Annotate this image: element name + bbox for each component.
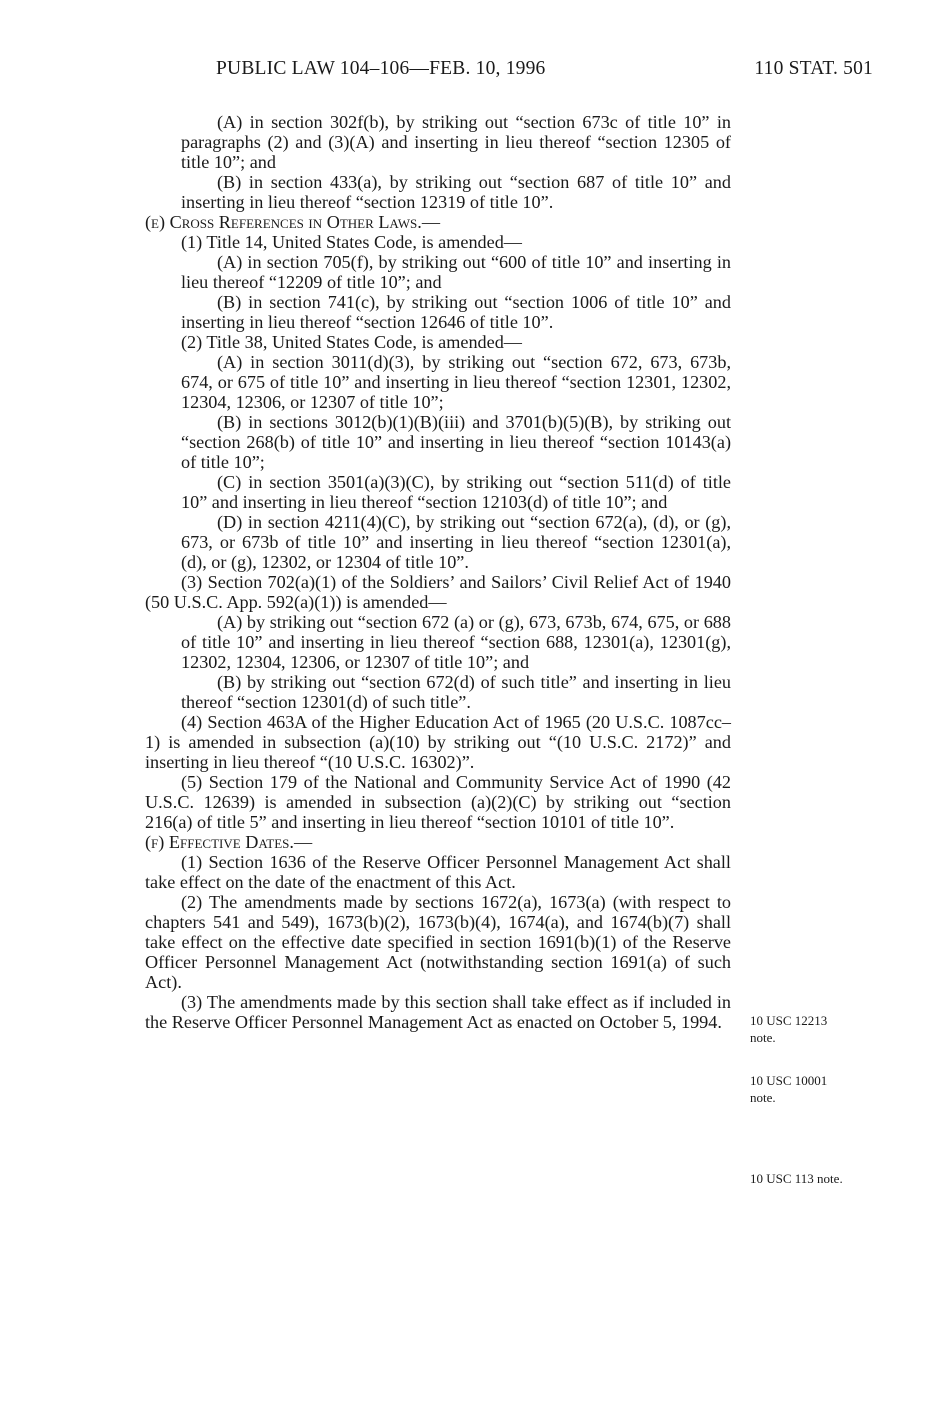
paragraph-2b: (B) in sections 3012(b)(1)(B)(iii) and 3701(b)(5)(B), by striking out “section 268(b) of title 10” and inserting in lieu thereof “section 10143(a) of title 10”; (181, 412, 731, 472)
paragraph-3b: (B) by striking out “section 672(d) of such title” and inserting in lieu thereof “section 12301(d) of such title”. (181, 672, 731, 712)
paragraph-4: (4) Section 463A of the Higher Education Act of 1965 (20 U.S.C. 1087cc–1) is amended in subsection (a)(10) by striking out “(10 U.S.C. 2172)” and inserting in lieu thereof “(10 U.S.C. 16302)”. (145, 712, 731, 772)
margin-note-2 (750, 1072, 870, 1106)
paragraph-b-433: (B) in section 433(a), by striking out “section 687 of title 10” and inserting in lieu thereof “section 12319 of title 10”. (181, 172, 731, 212)
section-heading-f: (f) Effective Dates.— (145, 832, 313, 852)
running-header (180, 58, 873, 88)
paragraph-a-302: (A) in section 302f(b), by striking out “section 673c of title 10” in paragraphs (2) and (3)(A) and inserting in lieu thereof “section 12305 of title 10”; and (181, 112, 731, 172)
paragraph-1: (1) Title 14, United States Code, is amended— (181, 232, 522, 252)
margin-note-3 (750, 1170, 870, 1187)
paragraph-f2: (2) The amendments made by sections 1672(a), 1673(a) (with respect to chapters 541 and 549), 1673(b)(2), 1673(b)(4), 1674(a), and 1674(b)(7) shall take effect on the effective date specified in section 1691(b)(1) of the Reserve Officer Personnel Management Act (notwithstanding section 1691(a) of such Act). (145, 892, 731, 992)
margin-note-2-citation: 10 USC 10001 (750, 1073, 828, 1088)
paragraph-2a: (A) in section 3011(d)(3), by striking out “section 672, 673, 673b, 674, or 675 of title 10” and inserting in lieu thereof “section 12301, 12302, 12304, 12306, or 12307 of title 10”; (181, 352, 731, 412)
paragraph-1b: (B) in section 741(c), by striking out “section 1006 of title 10” and inserting in lieu thereof “section 12646 of title 10”. (181, 292, 731, 332)
paragraph-5: (5) Section 179 of the National and Community Service Act of 1990 (42 U.S.C. 12639) is amended in subsection (a)(2)(C) by striking out “section 216(a) of title 5” and inserting in lieu thereof “section 10101 of title 10”. (145, 772, 731, 832)
document-body (145, 112, 731, 1032)
margin-note-3-citation: 10 USC 113 note. (750, 1171, 843, 1186)
paragraph-2: (2) Title 38, United States Code, is amended— (181, 332, 522, 352)
margin-note-2-suffix: note. (750, 1090, 776, 1105)
margin-note-1-suffix: note. (750, 1030, 776, 1045)
section-heading-e: (e) Cross References in Other Laws.— (145, 212, 441, 232)
paragraph-1a: (A) in section 705(f), by striking out “600 of title 10” and inserting in lieu thereof “12209 of title 10”; and (181, 252, 731, 292)
paragraph-2c: (C) in section 3501(a)(3)(C), by striking out “section 511(d) of title 10” and inserting in lieu thereof “section 12103(d) of title 10”; and (181, 472, 731, 512)
margin-note-1 (750, 1012, 870, 1046)
paragraph-f1: (1) Section 1636 of the Reserve Officer Personnel Management Act shall take effect on the date of the enactment of this Act. (145, 852, 731, 892)
paragraph-3a: (A) by striking out “section 672 (a) or (g), 673, 673b, 674, 675, or 688 of title 10” and inserting in lieu thereof “section 688, 12301(a), 12301(g), 12302, 12304, 12306, or 12307 of title 10”; and (181, 612, 731, 672)
header-law-citation: PUBLIC LAW 104–106—FEB. 10, 1996 (216, 58, 546, 79)
header-stat-page: 110 STAT. 501 (754, 58, 873, 79)
paragraph-f3: (3) The amendments made by this section shall take effect as if included in the Reserve Officer Personnel Management Act as enacted on October 5, 1994. (145, 992, 731, 1032)
paragraph-2d: (D) in section 4211(4)(C), by striking out “section 672(a), (d), or (g), 673, or 673b of title 10” and inserting in lieu thereof “section 12301(a), (d), or (g), 12302, or 12304 of title 10”. (181, 512, 731, 572)
paragraph-3: (3) Section 702(a)(1) of the Soldiers’ and Sailors’ Civil Relief Act of 1940 (50 U.S.C. App. 592(a)(1)) is amended— (145, 572, 731, 612)
margin-note-1-citation: 10 USC 12213 (750, 1013, 828, 1028)
